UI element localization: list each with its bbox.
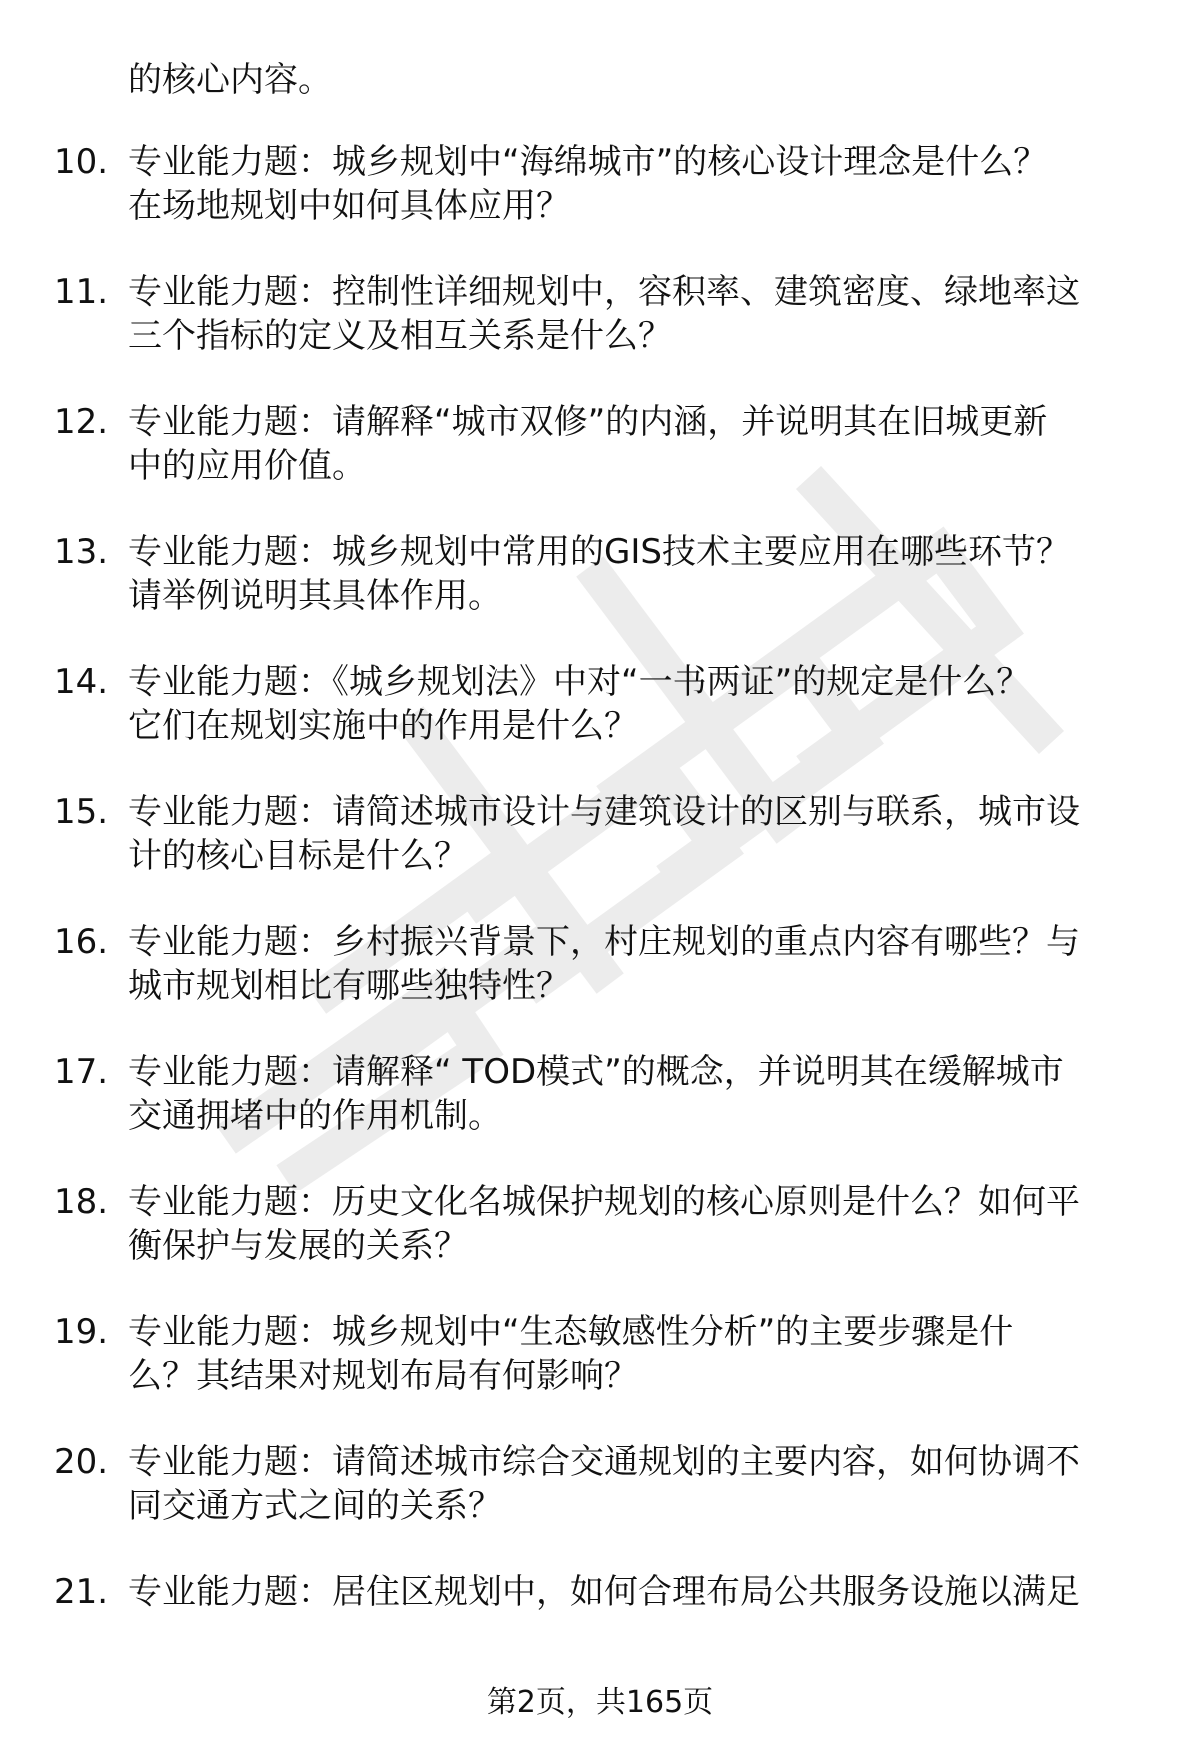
question-number: 12. — [54, 402, 109, 442]
question-number: 17. — [54, 1052, 109, 1092]
question-number: 21. — [54, 1572, 109, 1612]
question-item — [0, 660, 1200, 790]
question-item — [0, 400, 1200, 530]
question-item — [0, 920, 1200, 1050]
question-number: 19. — [54, 1312, 109, 1352]
question-text-line: 专业能力题：请简述城市综合交通规划的主要内容，如何协调不 — [128, 1442, 1080, 1482]
question-text — [128, 790, 1148, 878]
question-text-line: 专业能力题：居住区规划中，如何合理布局公共服务设施以满足 — [128, 1572, 1080, 1612]
question-text-line: 专业能力题：请解释“城市双修”的内涵，并说明其在旧城更新 — [128, 402, 1048, 442]
question-text — [128, 920, 1148, 1008]
question-text — [128, 270, 1148, 358]
question-text — [128, 140, 1148, 228]
question-text — [128, 1570, 1148, 1614]
question-number: 11. — [54, 272, 109, 312]
question-text-line: 专业能力题：城乡规划中“生态敏感性分析”的主要步骤是什 — [128, 1312, 1014, 1352]
question-item — [0, 1310, 1200, 1440]
continuation-text: 的核心内容。 — [128, 60, 332, 100]
question-text-line: 专业能力题：城乡规划中“海绵城市”的核心设计理念是什么？ — [128, 142, 1048, 182]
question-number: 18. — [54, 1182, 109, 1222]
question-text-line: 衡保护与发展的关系？ — [128, 1226, 468, 1266]
question-text-line: 请举例说明其具体作用。 — [128, 576, 502, 616]
question-text-line: 城市规划相比有哪些独特性？ — [128, 966, 570, 1006]
question-number: 13. — [54, 532, 109, 572]
question-text — [128, 530, 1148, 618]
question-text-line: 专业能力题：请解释“ TOD模式”的概念，并说明其在缓解城市 — [128, 1052, 1064, 1092]
question-number: 10. — [54, 142, 109, 182]
question-text — [128, 1310, 1148, 1398]
question-item — [0, 1180, 1200, 1310]
question-item — [0, 140, 1200, 270]
question-text — [128, 400, 1148, 488]
question-text-line: 它们在规划实施中的作用是什么？ — [128, 706, 638, 746]
question-text — [128, 1050, 1148, 1138]
question-text-line: 在场地规划中如何具体应用？ — [128, 186, 570, 226]
question-item — [0, 1050, 1200, 1180]
question-list — [0, 140, 1200, 1700]
question-text-line: 专业能力题：历史文化名城保护规划的核心原则是什么？如何平 — [128, 1182, 1080, 1222]
question-text-line: 么？其结果对规划布局有何影响？ — [128, 1356, 638, 1396]
question-text-line: 专业能力题：城乡规划中常用的GIS技术主要应用在哪些环节？ — [128, 532, 1070, 572]
question-item — [0, 1440, 1200, 1570]
question-text-line: 专业能力题：《城乡规划法》中对“一书两证”的规定是什么？ — [128, 662, 1031, 702]
question-number: 15. — [54, 792, 109, 832]
question-text-line: 专业能力题：控制性详细规划中，容积率、建筑密度、绿地率这 — [128, 272, 1080, 312]
question-text-line: 三个指标的定义及相互关系是什么？ — [128, 316, 672, 356]
question-item — [0, 530, 1200, 660]
question-item — [0, 1570, 1200, 1700]
question-text-line: 交通拥堵中的作用机制。 — [128, 1096, 502, 1136]
question-number: 16. — [54, 922, 109, 962]
question-text-line: 中的应用价值。 — [128, 446, 366, 486]
page-footer: 第2页，共165页 — [486, 1685, 714, 1720]
question-number: 14. — [54, 662, 109, 702]
question-text-line: 专业能力题：乡村振兴背景下，村庄规划的重点内容有哪些？与 — [128, 922, 1080, 962]
question-text-line: 专业能力题：请简述城市设计与建筑设计的区别与联系，城市设 — [128, 792, 1080, 832]
question-item — [0, 790, 1200, 920]
question-text-line: 计的核心目标是什么？ — [128, 836, 468, 876]
question-number: 20. — [54, 1442, 109, 1482]
question-text — [128, 660, 1148, 748]
question-text — [128, 1440, 1148, 1528]
question-text-line: 同交通方式之间的关系？ — [128, 1486, 502, 1526]
question-text — [128, 1180, 1148, 1268]
question-item — [0, 270, 1200, 400]
